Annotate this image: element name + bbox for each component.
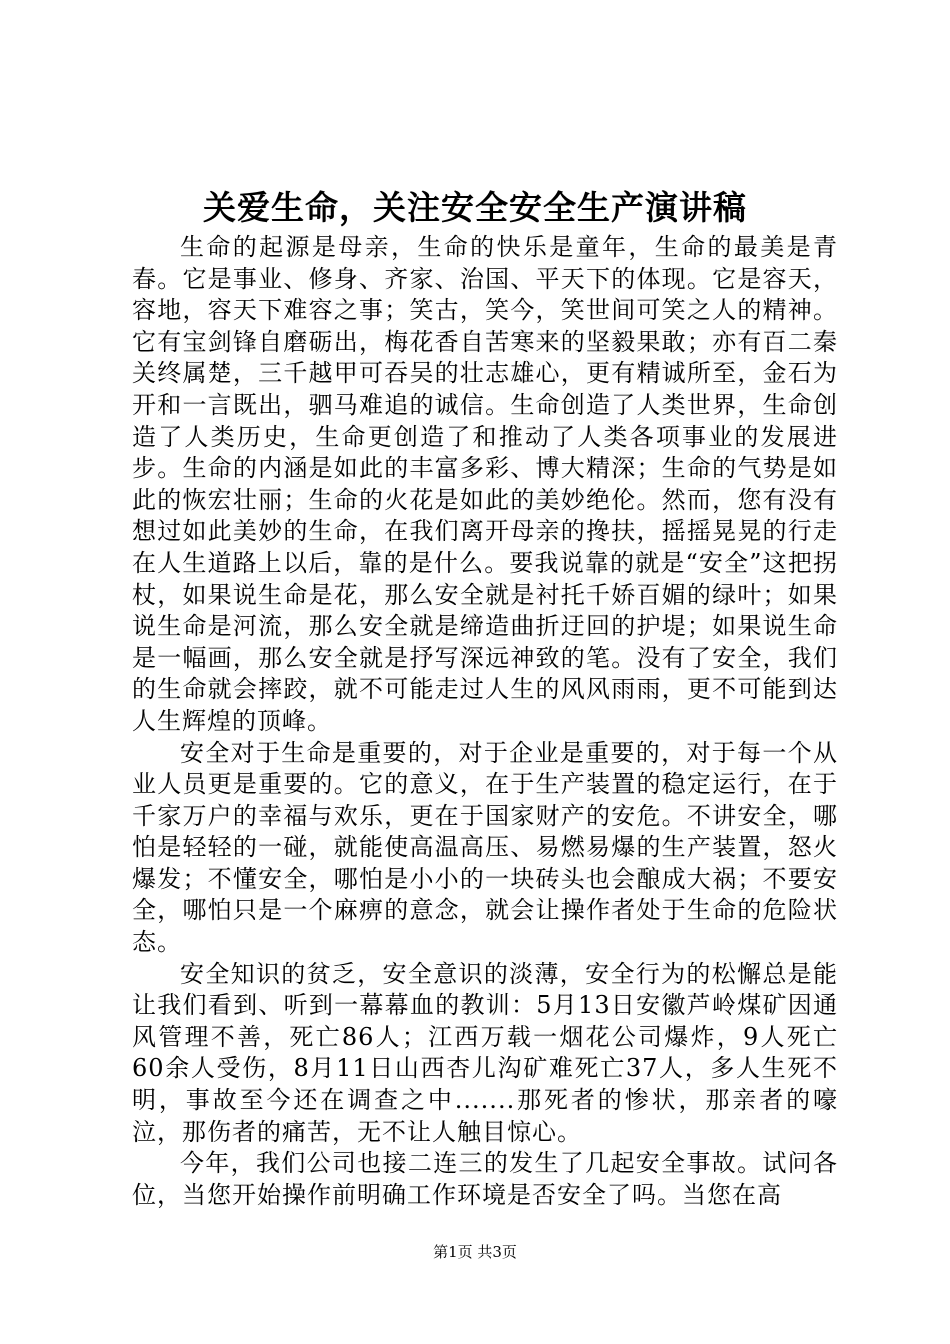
document-body [132,232,838,1211]
page-number-footer: 第1页 共3页 [433,1243,517,1261]
paragraph-3: 安全知识的贫乏，安全意识的淡薄，安全行为的松懈总是能让我们看到、听到一幕幕血的教训：5月13日安徽芦岭煤矿因通风管理不善，死亡86人；江西万载一烟花公司爆炸，9人死亡60余人受伤，8月11日山西杏儿沟矿难死亡37人，多人生死不明，事故至今还在调查之中.......那死者的惨状，那亲者的嚎泣，那伤者的痛苦，无不让人触目惊心。 [132,959,838,1146]
document-title: 关爱生命，关注安全安全生产演讲稿 [203,188,747,227]
paragraph-4: 今年，我们公司也接二连三的发生了几起安全事故。试问各位，当您开始操作前明确工作环境是否安全了吗。当您在高 [132,1149,838,1209]
paragraph-2: 安全对于生命是重要的，对于企业是重要的，对于每一个从业人员更是重要的。它的意义，在于生产装置的稳定运行，在于千家万户的幸福与欢乐，更在于国家财产的安危。不讲安全，哪怕是轻轻的一碰，就能使高温高压、易燃易爆的生产装置，怒火爆发；不懂安全，哪怕是小小的一块砖头也会酿成大祸；不要安全，哪怕只是一个麻痹的意念，就会让操作者处于生命的危险状态。 [132,738,838,957]
paragraph-1: 生命的起源是母亲，生命的快乐是童年，生命的最美是青春。它是事业、修身、齐家、治国、平天下的体现。它是容天，容地，容天下难容之事；笑古，笑今，笑世间可笑之人的精神。它有宝剑锋自磨砺出，梅花香自苦寒来的坚毅果敢；亦有百二秦关终属楚，三千越甲可吞吴的壮志雄心，更有精诚所至，金石为开和一言既出，驷马难追的诚信。生命创造了人类世界，生命创造了人类历史，生命更创造了和推动了人类各项事业的发展进步。生命的内涵是如此的丰富多彩、博大精深；生命的气势是如此的恢宏壮丽；生命的火花是如此的美妙绝伦。然而，您有没有想过如此美妙的生命，在我们离开母亲的搀扶，摇摇晃晃的行走在人生道路上以后，靠的是什么。要我说靠的就是“安全”这把拐杖，如果说生命是花，那么安全就是衬托千娇百媚的绿叶；如果说生命是河流，那么安全就是缔造曲折迂回的护堤；如果说生命是一幅画，那么安全就是抒写深远神致的笔。没有了安全，我们的生命就会摔跤，就不可能走过人生的风风雨雨，更不可能到达人生辉煌的顶峰。 [132,233,838,735]
